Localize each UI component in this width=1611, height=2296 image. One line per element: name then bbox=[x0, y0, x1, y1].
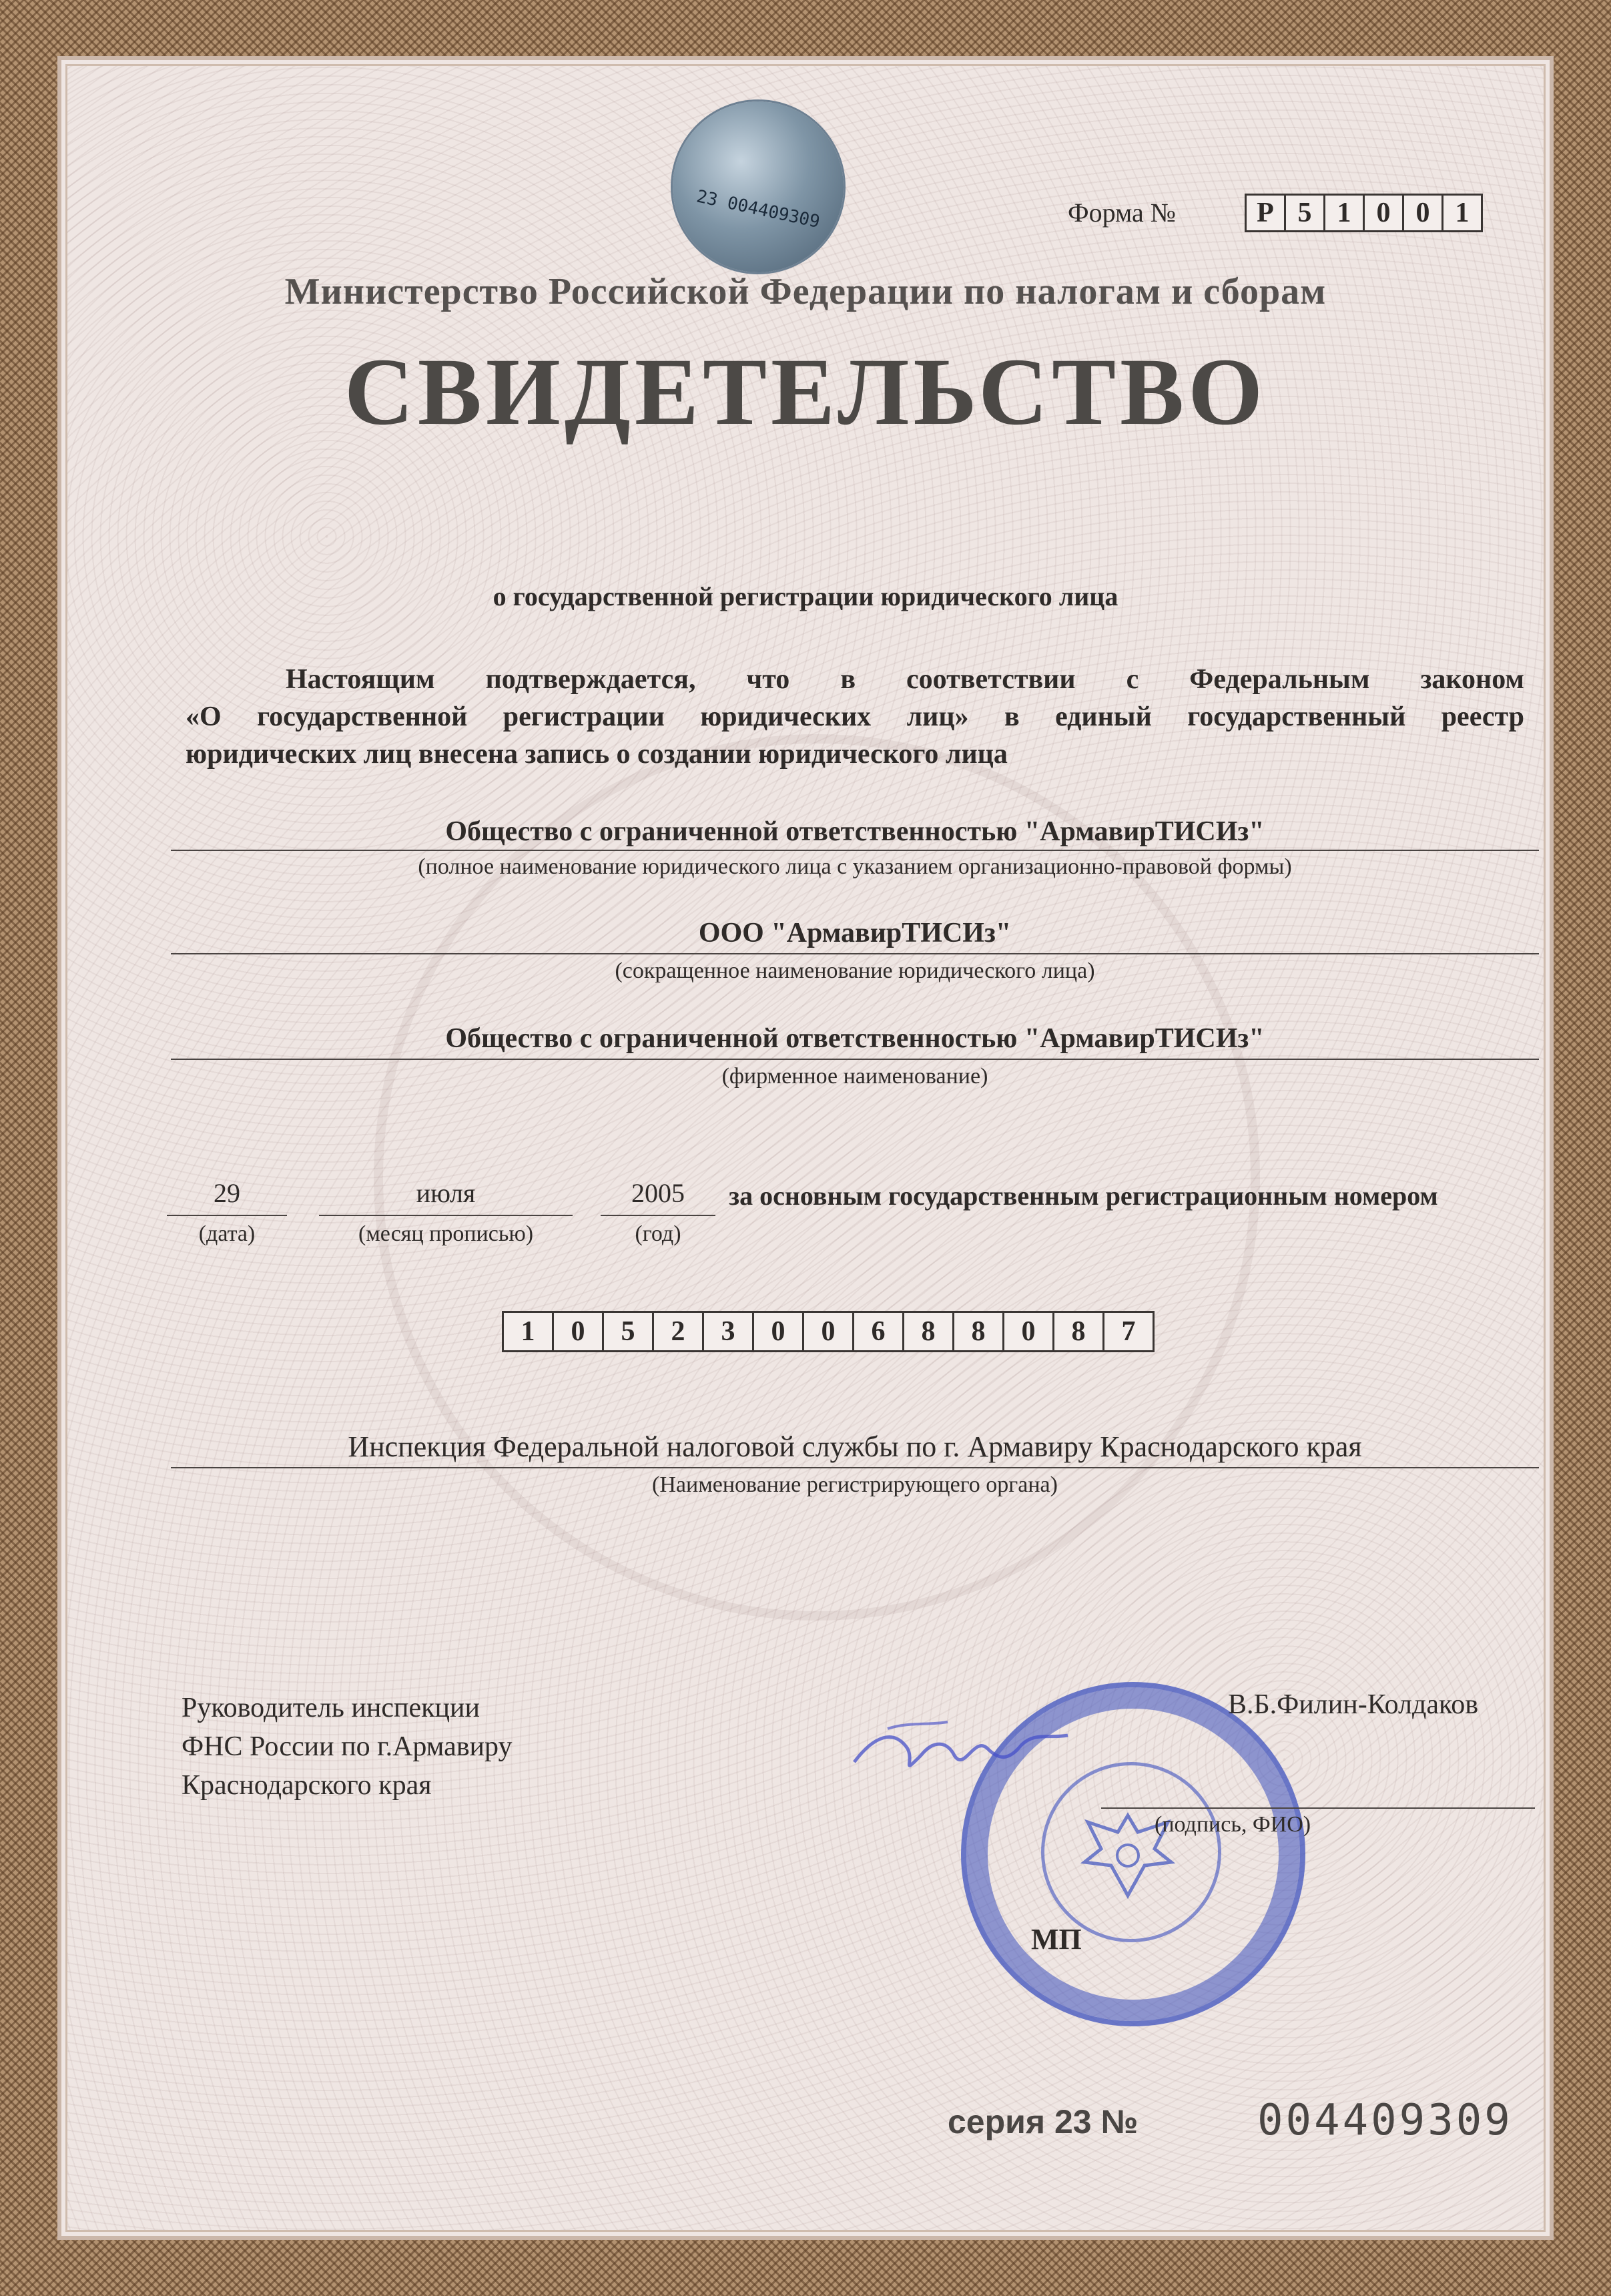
registration-day: 29 bbox=[214, 1178, 240, 1208]
certificate-subtitle: о государственной регистрации юридического лица bbox=[493, 581, 1118, 611]
signatory-line-3: Краснодарского края bbox=[182, 1770, 432, 1801]
signature-caption: (подпись, ФИО) bbox=[1155, 1812, 1311, 1837]
full-name-caption: (полное наименование юридического лица с указанием организационно-правовой формы) bbox=[418, 854, 1292, 879]
form-cell: 1 bbox=[1323, 194, 1365, 232]
authority-caption: (Наименование регистрирующего органа) bbox=[652, 1472, 1058, 1497]
ogrn-digit: 2 bbox=[652, 1311, 704, 1352]
ogrn-digit: 8 bbox=[952, 1311, 1004, 1352]
ogrn-digit: 0 bbox=[752, 1311, 804, 1352]
month-caption: (месяц прописью) bbox=[358, 1221, 534, 1246]
registration-month: июля bbox=[416, 1178, 476, 1208]
ogrn-digit: 5 bbox=[602, 1311, 654, 1352]
hologram-number: 23 004409309 bbox=[695, 186, 822, 232]
ogrn-number-boxes bbox=[504, 1311, 1155, 1352]
certificate-title: СВИДЕТЕЛЬСТВО bbox=[344, 339, 1267, 445]
form-cell: 0 bbox=[1363, 194, 1404, 232]
firm-name-value: Общество с ограниченной ответственностью "АрмавирТИСИз" bbox=[445, 1023, 1265, 1054]
ogrn-digit: 0 bbox=[802, 1311, 854, 1352]
ogrn-digit: 3 bbox=[702, 1311, 754, 1352]
serial-label: серия 23 № bbox=[948, 2103, 1139, 2140]
form-cell: Р bbox=[1245, 194, 1286, 232]
registration-year: 2005 bbox=[631, 1178, 685, 1208]
form-cell: 5 bbox=[1284, 194, 1325, 232]
form-cell: 1 bbox=[1441, 194, 1483, 232]
short-name-rule bbox=[171, 953, 1539, 954]
ogrn-digit: 8 bbox=[1052, 1311, 1104, 1352]
ogrn-digit: 0 bbox=[552, 1311, 604, 1352]
ogrn-label: за основным государственным регистрационным номером bbox=[729, 1181, 1438, 1211]
firm-name-caption: (фирменное наименование) bbox=[721, 1064, 988, 1089]
ogrn-digit: 0 bbox=[1002, 1311, 1054, 1352]
ogrn-digit: 1 bbox=[502, 1311, 554, 1352]
full-name-rule bbox=[171, 850, 1539, 851]
ogrn-digit: 8 bbox=[902, 1311, 954, 1352]
month-rule bbox=[319, 1215, 573, 1216]
handwritten-signature bbox=[848, 1709, 1074, 1789]
form-number-boxes bbox=[1247, 194, 1483, 232]
signatory-name: В.Б.Филин-Колдаков bbox=[1228, 1689, 1479, 1720]
firm-name-rule bbox=[171, 1059, 1539, 1060]
body-line-1: Настоящим подтверждается, что в соответствии с Федеральным законом bbox=[286, 664, 1524, 695]
stamp-place-label: МП bbox=[1031, 1923, 1082, 1956]
signature-rule bbox=[1101, 1807, 1535, 1809]
year-rule bbox=[601, 1215, 715, 1216]
signatory-position bbox=[182, 1689, 512, 1805]
short-name-value: ООО "АрмавирТИСИз" bbox=[698, 918, 1012, 948]
year-caption: (год) bbox=[635, 1221, 681, 1246]
ministry-heading: Министерство Российской Федерации по налогам и сборам bbox=[284, 271, 1327, 312]
ogrn-digit: 7 bbox=[1102, 1311, 1155, 1352]
short-name-caption: (сокращенное наименование юридического лица) bbox=[615, 958, 1095, 983]
full-name-value: Общество с ограниченной ответственностью "АрмавирТИСИз" bbox=[445, 816, 1265, 847]
body-line-3: юридических лиц внесена запись о создании юридического лица bbox=[186, 739, 1008, 770]
signatory-line-1: Руководитель инспекции bbox=[182, 1693, 480, 1723]
authority-value: Инспекция Федеральной налоговой службы по г. Армавиру Краснодарского края bbox=[348, 1430, 1362, 1463]
signatory-line-2: ФНС России по г.Армавиру bbox=[182, 1731, 513, 1762]
ogrn-digit: 6 bbox=[852, 1311, 904, 1352]
form-cell: 0 bbox=[1402, 194, 1443, 232]
authority-rule bbox=[171, 1467, 1539, 1468]
day-caption: (дата) bbox=[198, 1221, 256, 1246]
serial-number: 004409309 bbox=[1257, 2096, 1513, 2145]
certification-text bbox=[186, 661, 1524, 773]
body-line-2: «О государственной регистрации юридических лиц» в единый государственный реестр bbox=[186, 701, 1524, 732]
day-rule bbox=[167, 1215, 287, 1216]
form-label: Форма № bbox=[1068, 198, 1176, 228]
